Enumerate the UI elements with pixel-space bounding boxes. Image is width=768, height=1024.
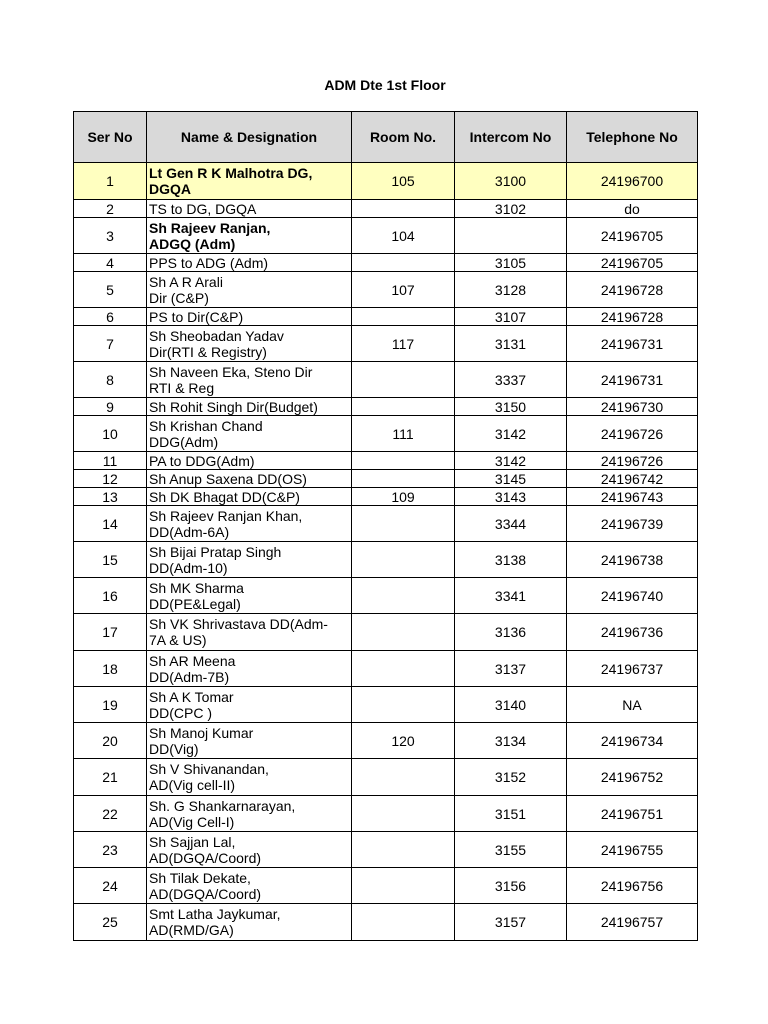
cell-telephone-no: 24196726 [567,416,698,452]
table-row [74,452,698,470]
cell-name-designation: Sh Sajjan Lal, AD(DGQA/Coord) [147,832,352,868]
cell-intercom-no [455,218,567,254]
cell-ser-no: 5 [74,272,147,308]
table-row [74,326,698,362]
cell-name-designation: Sh DK Bhagat DD(C&P) [147,488,352,506]
cell-telephone-no: 24196755 [567,832,698,868]
cell-telephone-no: 24196731 [567,362,698,398]
table-row [74,796,698,832]
cell-room-no: 117 [352,326,455,362]
cell-ser-no: 19 [74,687,147,723]
cell-telephone-no: 24196730 [567,398,698,416]
cell-intercom-no: 3151 [455,796,567,832]
cell-room-no [352,542,455,578]
cell-ser-no: 1 [74,163,147,200]
table-row [74,723,698,759]
table-row [74,308,698,326]
cell-telephone-no: 24196736 [567,614,698,651]
cell-ser-no: 13 [74,488,147,506]
cell-intercom-no: 3131 [455,326,567,362]
cell-name-designation: Sh A R Arali Dir (C&P) [147,272,352,308]
cell-intercom-no: 3138 [455,542,567,578]
cell-intercom-no: 3137 [455,651,567,687]
cell-room-no [352,398,455,416]
cell-ser-no: 23 [74,832,147,868]
cell-room-no [352,254,455,272]
cell-telephone-no: 24196757 [567,904,698,941]
table-row [74,542,698,578]
cell-telephone-no: 24196739 [567,506,698,542]
table-row [74,832,698,868]
cell-ser-no: 16 [74,578,147,614]
cell-intercom-no: 3341 [455,578,567,614]
cell-name-designation: Smt Latha Jaykumar, AD(RMD/GA) [147,904,352,941]
cell-telephone-no: 24196726 [567,452,698,470]
cell-room-no [352,832,455,868]
cell-room-no: 109 [352,488,455,506]
cell-room-no: 104 [352,218,455,254]
cell-ser-no: 9 [74,398,147,416]
table-row [74,904,698,941]
cell-room-no [352,796,455,832]
table-row [74,272,698,308]
cell-name-designation: Sh VK Shrivastava DD(Adm- 7A & US) [147,614,352,651]
cell-ser-no: 4 [74,254,147,272]
cell-telephone-no: 24196700 [567,163,698,200]
cell-intercom-no: 3140 [455,687,567,723]
cell-telephone-no: 24196705 [567,218,698,254]
table-row [74,398,698,416]
cell-room-no [352,687,455,723]
cell-room-no [352,578,455,614]
cell-ser-no: 7 [74,326,147,362]
cell-telephone-no: 24196752 [567,759,698,796]
table-row [74,759,698,796]
cell-intercom-no: 3152 [455,759,567,796]
table-row [74,614,698,651]
cell-ser-no: 3 [74,218,147,254]
cell-telephone-no: 24196756 [567,868,698,904]
table-row [74,200,698,218]
cell-room-no [352,506,455,542]
cell-name-designation: Sh MK Sharma DD(PE&Legal) [147,578,352,614]
cell-intercom-no: 3136 [455,614,567,651]
cell-intercom-no: 3105 [455,254,567,272]
cell-name-designation: Sh Manoj Kumar DD(Vig) [147,723,352,759]
cell-telephone-no: 24196743 [567,488,698,506]
table-row [74,218,698,254]
header-room-no: Room No. [352,112,455,163]
header-ser-no: Ser No [74,112,147,163]
cell-name-designation: Sh Tilak Dekate, AD(DGQA/Coord) [147,868,352,904]
cell-intercom-no: 3150 [455,398,567,416]
cell-ser-no: 25 [74,904,147,941]
table-row [74,868,698,904]
cell-room-no [352,904,455,941]
cell-name-designation: Sh Bijai Pratap Singh DD(Adm-10) [147,542,352,578]
cell-ser-no: 21 [74,759,147,796]
cell-name-designation: Sh Sheobadan Yadav Dir(RTI & Registry) [147,326,352,362]
cell-name-designation: PA to DDG(Adm) [147,452,352,470]
directory-table [73,111,698,941]
cell-telephone-no: 24196728 [567,308,698,326]
header-intercom-no: Intercom No [455,112,567,163]
cell-ser-no: 17 [74,614,147,651]
cell-ser-no: 15 [74,542,147,578]
cell-telephone-no: 24196737 [567,651,698,687]
cell-ser-no: 18 [74,651,147,687]
cell-intercom-no: 3142 [455,416,567,452]
cell-telephone-no: 24196751 [567,796,698,832]
cell-telephone-no: NA [567,687,698,723]
cell-name-designation: Sh V Shivanandan, AD(Vig cell-II) [147,759,352,796]
cell-room-no [352,308,455,326]
cell-name-designation: TS to DG, DGQA [147,200,352,218]
table-row [74,578,698,614]
cell-room-no: 111 [352,416,455,452]
table-row [74,506,698,542]
cell-name-designation: Sh. G Shankarnarayan, AD(Vig Cell-I) [147,796,352,832]
cell-intercom-no: 3155 [455,832,567,868]
cell-name-designation: PS to Dir(C&P) [147,308,352,326]
cell-ser-no: 24 [74,868,147,904]
cell-intercom-no: 3344 [455,506,567,542]
cell-room-no [352,362,455,398]
cell-name-designation: Sh Naveen Eka, Steno Dir RTI & Reg [147,362,352,398]
cell-room-no: 107 [352,272,455,308]
cell-telephone-no: 24196705 [567,254,698,272]
header-telephone-no: Telephone No [567,112,698,163]
cell-intercom-no: 3145 [455,470,567,488]
header-row [74,112,698,163]
cell-telephone-no: 24196738 [567,542,698,578]
cell-telephone-no: 24196734 [567,723,698,759]
cell-ser-no: 11 [74,452,147,470]
table-row [74,254,698,272]
cell-intercom-no: 3337 [455,362,567,398]
cell-telephone-no: 24196740 [567,578,698,614]
cell-ser-no: 6 [74,308,147,326]
page-title: ADM Dte 1st Floor [324,77,446,93]
cell-telephone-no: do [567,200,698,218]
cell-name-designation: Sh Rohit Singh Dir(Budget) [147,398,352,416]
table-row [74,651,698,687]
cell-intercom-no: 3100 [455,163,567,200]
cell-name-designation: Sh Anup Saxena DD(OS) [147,470,352,488]
cell-name-designation: PPS to ADG (Adm) [147,254,352,272]
table-row [74,416,698,452]
cell-intercom-no: 3102 [455,200,567,218]
cell-intercom-no: 3143 [455,488,567,506]
table-row [74,470,698,488]
cell-intercom-no: 3107 [455,308,567,326]
cell-name-designation: Sh A K Tomar DD(CPC ) [147,687,352,723]
cell-ser-no: 10 [74,416,147,452]
cell-ser-no: 8 [74,362,147,398]
table-row [74,488,698,506]
table-row [74,362,698,398]
cell-room-no: 105 [352,163,455,200]
cell-name-designation: Lt Gen R K Malhotra DG, DGQA [147,163,352,200]
cell-room-no [352,759,455,796]
cell-room-no [352,452,455,470]
cell-intercom-no: 3157 [455,904,567,941]
table-row [74,687,698,723]
cell-intercom-no: 3142 [455,452,567,470]
cell-room-no: 120 [352,723,455,759]
cell-room-no [352,868,455,904]
cell-ser-no: 22 [74,796,147,832]
cell-room-no [352,651,455,687]
cell-ser-no: 14 [74,506,147,542]
cell-telephone-no: 24196728 [567,272,698,308]
cell-intercom-no: 3134 [455,723,567,759]
header-name-designation: Name & Designation [147,112,352,163]
cell-telephone-no: 24196742 [567,470,698,488]
cell-ser-no: 2 [74,200,147,218]
cell-name-designation: Sh Rajeev Ranjan Khan, DD(Adm-6A) [147,506,352,542]
cell-room-no [352,200,455,218]
cell-intercom-no: 3128 [455,272,567,308]
cell-name-designation: Sh Krishan Chand DDG(Adm) [147,416,352,452]
cell-telephone-no: 24196731 [567,326,698,362]
cell-room-no [352,614,455,651]
cell-ser-no: 12 [74,470,147,488]
table-row [74,163,698,200]
cell-ser-no: 20 [74,723,147,759]
cell-name-designation: Sh AR Meena DD(Adm-7B) [147,651,352,687]
cell-name-designation: Sh Rajeev Ranjan, ADGQ (Adm) [147,218,352,254]
cell-intercom-no: 3156 [455,868,567,904]
cell-room-no [352,470,455,488]
